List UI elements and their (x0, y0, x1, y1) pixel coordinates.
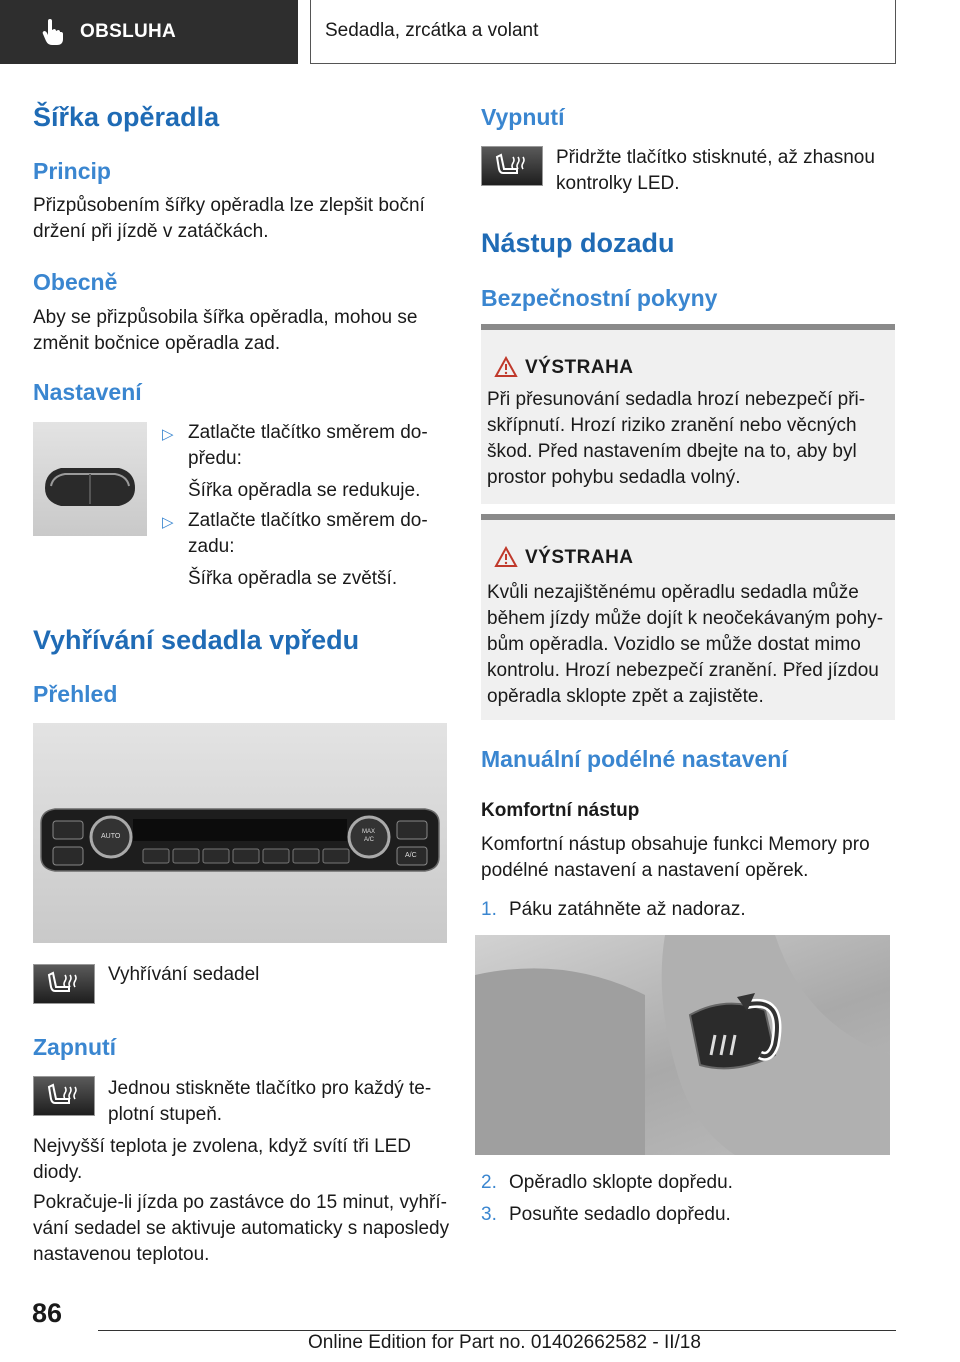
panel-max-label: MAX (362, 829, 376, 835)
step-3-number: 3. (481, 1204, 497, 1225)
panel-ac-label: A/C (405, 852, 417, 859)
bullet-1-result: Šířka opěradla se redukuje. (188, 480, 421, 501)
heading-zapnuti: Zapnutí (33, 1034, 117, 1060)
komfort-line-2: podélné nastavení a nastavení opěrek. (481, 860, 809, 881)
bullet-1-line-1: Zatlačte tlačítko směrem do- (188, 422, 428, 443)
seat-lever-drawing (475, 935, 890, 1155)
seat-heating-button-image-3 (481, 146, 543, 186)
hand-pointer-icon (42, 19, 64, 45)
zapnuti-line-2: plotní stupeň. (108, 1104, 223, 1125)
warning-1-title: VÝSTRAHA (525, 357, 634, 378)
warning-2-line-5: opěradla sklopte zpět a zajistěte. (487, 686, 764, 707)
footer-edition: Online Edition for Part no. 01402662582 - II/18 (308, 1332, 701, 1353)
warning-2-line-2: během jízdy může dojít k neočekávaným pohy- (487, 608, 884, 629)
heading-princip: Princip (33, 158, 111, 184)
warning-triangle-icon (494, 356, 518, 378)
backrest-width-switch-image (33, 422, 147, 536)
vypnuti-line-1: Přidržte tlačítko stisknuté, až zhasnou (556, 147, 875, 168)
footer-divider (98, 1330, 896, 1331)
bullet-1: ▷ (162, 426, 174, 443)
vypnuti-line-2: kontrolky LED. (556, 173, 680, 194)
seat-heating-caption: Vyhřívání sedadel (108, 964, 260, 985)
warning-2-line-3: bům opěradla. Vozidlo se může dostat mimo (487, 634, 861, 655)
heading-vypnuti: Vypnutí (481, 104, 565, 130)
climate-panel-drawing (33, 723, 447, 943)
bullet-2: ▷ (162, 514, 174, 531)
heading-safety: Bezpečnostní pokyny (481, 285, 718, 311)
princip-line-1: Přizpůsobením šířky opěradla lze zlepšit boční (33, 195, 425, 216)
seat-lever-image (475, 935, 890, 1155)
seat-heating-icon (47, 971, 81, 997)
warning-triangle-icon (494, 546, 518, 568)
heading-obecne: Obecně (33, 269, 118, 295)
step-1-text: Páku zatáhněte až nadoraz. (509, 899, 746, 920)
chapter-tab (0, 0, 298, 64)
continue-line-3: nastavenou teplotou. (33, 1244, 210, 1265)
bullet-2-line-2: zadu: (188, 536, 235, 557)
heading-nastup-dozadu: Nástup dozadu (481, 228, 675, 258)
warning-box-1 (481, 324, 895, 504)
warning-2-line-4: kontrolu. Hrozí nebezpečí zranění. Před jízdou (487, 660, 879, 681)
obecne-line-2: změnit bočnice opěradla zad. (33, 333, 281, 354)
princip-line-2: držení při jízdě v zatáčkách. (33, 221, 269, 242)
heading-prehled: Přehled (33, 681, 118, 707)
bullet-1-line-2: předu: (188, 448, 242, 469)
seat-heating-icon (495, 153, 529, 179)
warning-1-line-1: Při přesunování sedadla hrozí nebezpečí při- (487, 389, 866, 410)
heading-nastaveni: Nastavení (33, 379, 142, 405)
rocker-switch-icon (33, 422, 147, 536)
step-3-text: Posuňte sedadlo dopředu. (509, 1204, 731, 1225)
climate-panel-image (33, 723, 447, 943)
seat-heating-button-image-2 (33, 1076, 95, 1116)
continue-line-1: Pokračuje-li jízda po zastávce do 15 minut, vyhří- (33, 1192, 447, 1213)
chapter-label: OBSLUHA (80, 21, 177, 42)
komfort-line-1: Komfortní nástup obsahuje funkci Memory pro (481, 834, 870, 855)
seat-heating-button-image (33, 964, 95, 1004)
warning-1-line-3: škod. Před nastavením dbejte na to, aby byl (487, 441, 857, 462)
warning-1-line-4: prostor pohybu sedadla volný. (487, 467, 741, 488)
step-2-text: Opěradlo sklopte dopředu. (509, 1172, 733, 1193)
panel-max-ac-label: A/C (364, 837, 375, 843)
page-number: 86 (32, 1298, 63, 1328)
warning-1-line-2: skřípnutí. Hrozí riziko zranění nebo věcných (487, 415, 857, 436)
warning-2-line-1: Kvůli nezajištěnému opěradlu sedadla může (487, 582, 859, 603)
heading-manual-adjust: Manuální podélné nastavení (481, 746, 788, 772)
max-temp-line-2: diody. (33, 1162, 83, 1183)
zapnuti-line-1: Jednou stiskněte tlačítko pro každý te- (108, 1078, 432, 1099)
obecne-line-1: Aby se přizpůsobila šířka opěradla, mohou se (33, 307, 418, 328)
continue-line-2: vání sedadel se aktivuje automaticky s naposledy (33, 1218, 450, 1239)
bullet-2-line-1: Zatlačte tlačítko směrem do- (188, 510, 428, 531)
panel-auto-label: AUTO (101, 833, 121, 840)
seat-heating-icon (47, 1083, 81, 1109)
section-title: Sedadla, zrcátka a volant (310, 0, 896, 64)
warning-2-title: VÝSTRAHA (525, 547, 634, 568)
heading-backrest-width: Šířka opěradla (33, 102, 220, 132)
heading-komfort: Komfortní nástup (481, 800, 640, 821)
heading-seat-heating: Vyhřívání sedadla vpředu (33, 625, 360, 655)
step-1-number: 1. (481, 899, 497, 920)
max-temp-line-1: Nejvyšší teplota je zvolena, když svítí tři LED (33, 1136, 412, 1157)
warning-box-2 (481, 514, 895, 720)
step-2-number: 2. (481, 1172, 497, 1193)
bullet-2-result: Šířka opěradla se zvětší. (188, 568, 398, 589)
